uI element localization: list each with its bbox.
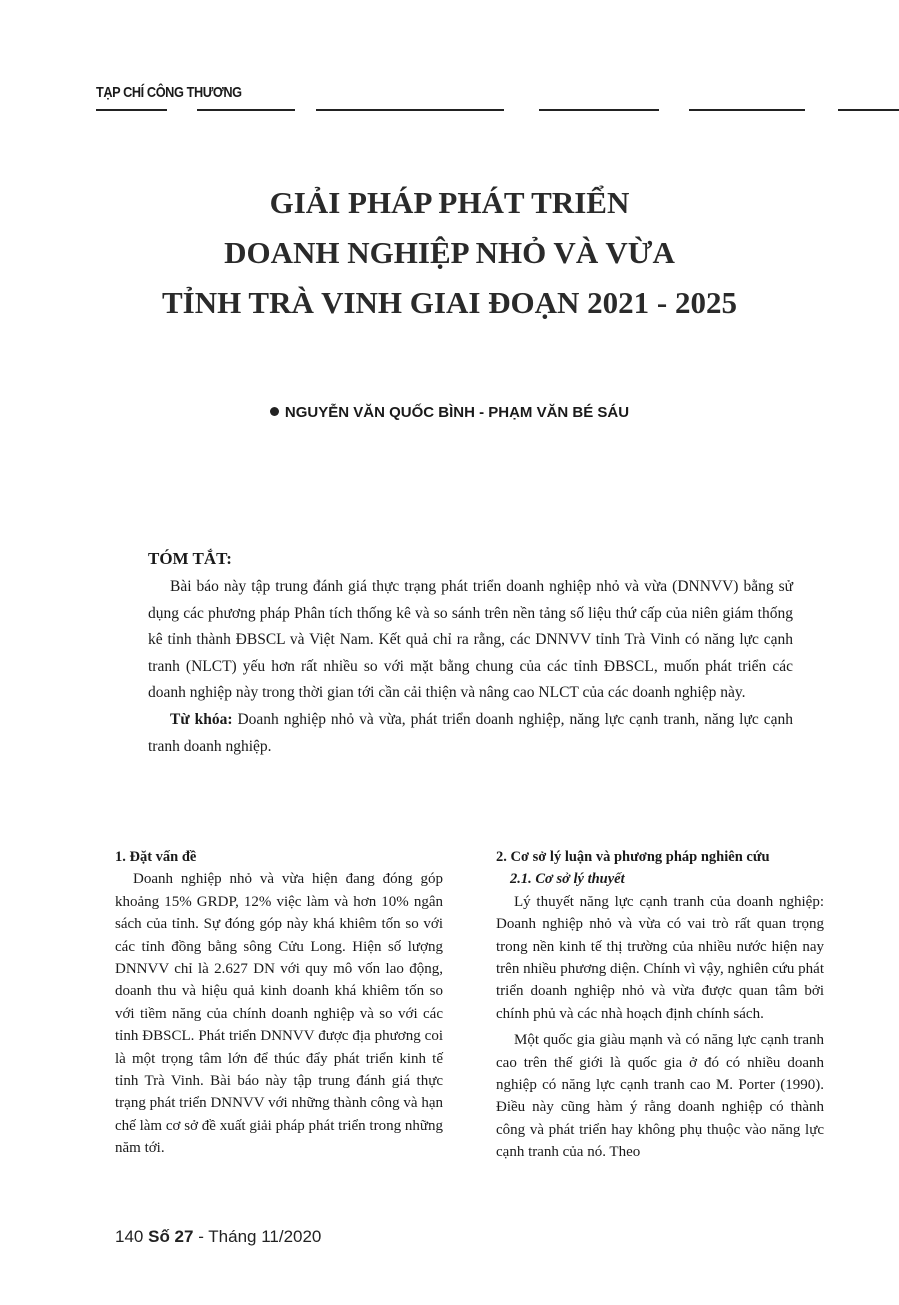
keywords-text: Doanh nghiệp nhỏ và vừa, phát triển doanh nghiệp, năng lực cạnh tranh, năng lực cạnh tranh doanh nghiệp. xyxy=(148,710,794,755)
abstract-body: Bài báo này tập trung đánh giá thực trạng phát triển doanh nghiệp nhỏ và vừa (DNNVV) bằng sử dụng các phương pháp Phân tích thống kê và so sánh trên nền tảng số liệu thứ cấp của niên giám thống kê tỉnh thành ĐBSCL và Việt Nam. Kết quả chỉ ra rằng, các DNNVV tỉnh Trà Vinh có năng lực cạnh tranh (NLCT) yếu hơn rất nhiều so với mặt bằng chung của các tỉnh ĐBSCL, muốn phát triển các doanh nghiệp này trong thời gian tới cần cải thiện và nâng cao NLCT của các doanh nghiệp này. xyxy=(148,578,793,702)
abstract-heading: TÓM TẮT: xyxy=(148,549,232,568)
header-rule xyxy=(539,109,659,111)
title-line: DOANH NGHIỆP NHỎ VÀ VỪA xyxy=(224,235,675,270)
left-column xyxy=(115,846,443,1164)
paragraph: Một quốc gia giàu mạnh và có năng lực cạnh tranh cao trên thế giới là quốc gia ở đó có nhiều doanh nghiệp có năng lực cạnh tranh cao M. Porter (1990). Điều này cũng hàm ý rằng doanh nghiệp có thành công và phát triển hay không phụ thuộc vào năng lực cạnh tranh của nó. Theo xyxy=(496,1032,824,1161)
subsection-heading: 2.1. Cơ sở lý thuyết xyxy=(510,871,625,888)
section-heading: 2. Cơ sở lý luận và phương pháp nghiên cứu xyxy=(496,849,770,865)
abstract xyxy=(148,544,793,760)
right-column xyxy=(496,846,824,1168)
header-rule xyxy=(197,109,295,111)
title-line: TỈNH TRÀ VINH GIAI ĐOẠN 2021 - 2025 xyxy=(162,285,737,320)
author-names: NGUYỄN VĂN QUỐC BÌNH - PHẠM VĂN BÉ SÁU xyxy=(284,404,630,421)
section-heading: 1. Đặt vấn đề xyxy=(115,849,197,865)
header-rule xyxy=(838,109,899,111)
paragraph: Doanh nghiệp nhỏ và vừa hiện đang đóng góp khoảng 15% GRDP, 12% việc làm và hơn 10% ngân sách của tỉnh. Sự đóng góp này khá khiêm tốn so với các tỉnh đồng bằng sông Cửu Long. Hiện số lượng DNNVV chỉ là 2.627 DN với quy mô vốn lao động, doanh thu và hiệu quả kinh doanh khá khiêm tốn so với tiềm năng của chính doanh nghiệp và so với các tỉnh ĐBSCL. Phát triển DNNVV được địa phương coi là một trọng tâm lớn để thúc đẩy phát triển kinh tế tỉnh Trà Vinh. Bài báo này tập trung đánh giá thực trạng phát triển DNNVV với những thành công và hạn chế làm cơ sở đề xuất giải pháp phát triển trong những năm tới. xyxy=(115,871,443,1157)
page-number: 140 xyxy=(115,1227,144,1246)
authors xyxy=(0,404,899,421)
journal-name: TẠP CHÍ CÔNG THƯƠNG xyxy=(96,84,242,101)
bullet-icon xyxy=(270,407,279,416)
title-line: GIẢI PHÁP PHÁT TRIỂN xyxy=(269,185,630,220)
header-rule xyxy=(689,109,805,111)
issue-number: Số 27 xyxy=(148,1227,194,1246)
article-title xyxy=(0,178,899,328)
issue-date: - Tháng 11/2020 xyxy=(193,1227,322,1246)
paragraph: Lý thuyết năng lực cạnh tranh của doanh nghiệp: Doanh nghiệp nhỏ và vừa có vai trò rất quan trọng trong nền kinh tế thị trường của nhiều nước hiện nay trên nhiều phương diện. Chính vì vậy, nghiên cứu phát triển doanh nghiệp nhỏ và vừa được quan tâm bởi chính phủ và các nhà hoạch định chính sách. xyxy=(496,893,824,1022)
header-rule xyxy=(316,109,504,111)
header-rule xyxy=(96,109,167,111)
keywords-label: Từ khóa: xyxy=(170,710,233,728)
keywords xyxy=(148,707,793,760)
page-footer xyxy=(115,1227,321,1247)
